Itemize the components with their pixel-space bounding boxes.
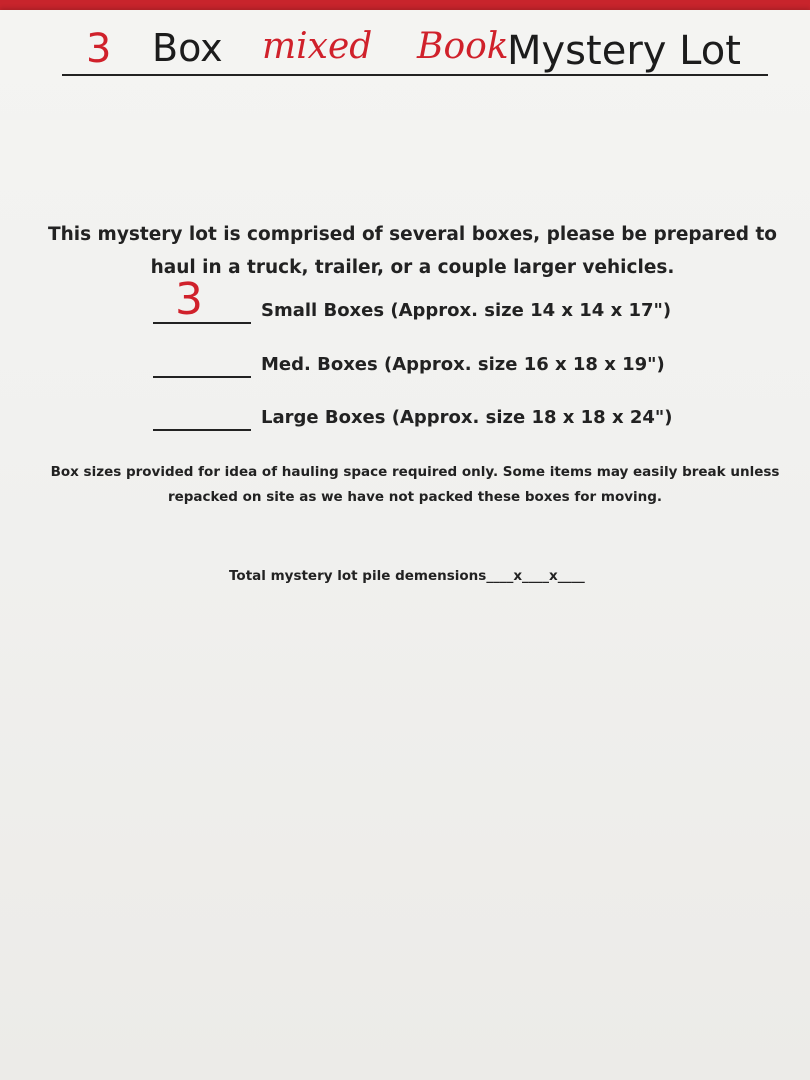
box-line-small xyxy=(153,274,713,332)
title-underline xyxy=(62,74,768,76)
box-line-large xyxy=(153,399,713,439)
title-printed-text: Mystery Lot xyxy=(507,28,741,74)
title-quantity-handwritten: 3 xyxy=(86,26,112,72)
box-line-medium xyxy=(153,346,713,386)
box-line-label: Large Boxes (Approx. size 18 x 18 x 24") xyxy=(261,407,673,428)
title-handwritten-mixed: mixed xyxy=(262,26,373,67)
handwritten-count: 3 xyxy=(175,274,203,325)
intro-paragraph: This mystery lot is comprised of several boxes, please be prepared to haul in a truck, trailer, or a couple larger vehicles. xyxy=(47,224,778,278)
blank-line xyxy=(153,376,251,378)
title-handwritten-book: Book xyxy=(417,26,509,67)
title-box-word: Box xyxy=(152,26,223,70)
page-title xyxy=(62,22,768,78)
blank-line xyxy=(153,429,251,431)
box-line-label: Med. Boxes (Approx. size 16 x 18 x 19") xyxy=(261,354,665,375)
box-line-label: Small Boxes (Approx. size 14 x 14 x 17") xyxy=(261,300,672,321)
paper-sheet xyxy=(0,10,810,1080)
hauling-note: Box sizes provided for idea of hauling space required only. Some items may easily break unless repacked on site as we have not packed these boxes for moving. xyxy=(50,464,780,505)
total-dimensions-line: Total mystery lot pile demensions____x____x____ xyxy=(229,568,585,584)
